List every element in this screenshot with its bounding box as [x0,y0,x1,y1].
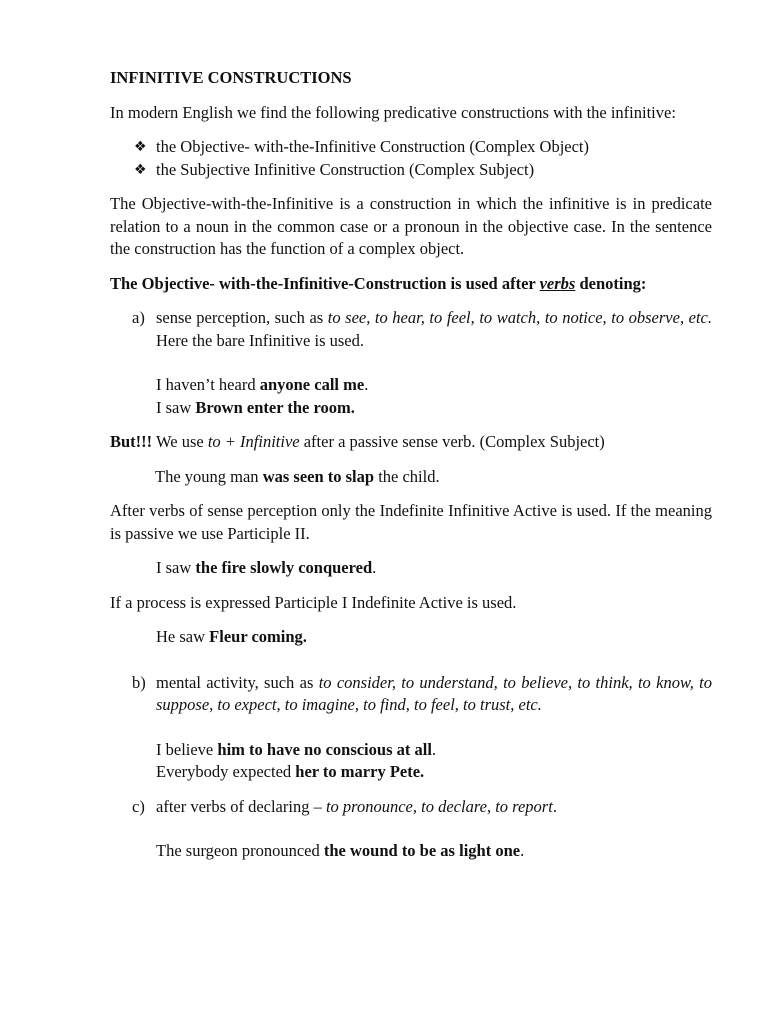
item-italic: to see, to hear, to feel, to watch, to notice, to observe, etc. [327,308,712,327]
item-text: sense perception, such as [156,308,328,327]
example-c [110,840,712,863]
diamond-bullet-icon: ❖ [134,139,147,155]
participle-note: After verbs of sense perception only the Indefinite Infinitive Active is used. If the meaning is passive we use Participle II. [110,501,712,543]
definition-paragraph: The Objective-with-the-Infinitive is a construction in which the infinitive is in predicate relation to a noun in the common case or a pronoun in the objective case. In the sentence the construction has the function of a complex object. [110,194,712,258]
item-text: after verbs of declaring – [156,796,326,816]
item-italic: to consider, to understand, to believe, to think, to know, to suppose, to expect, to imagine, to find, to feel, to trust, etc. [156,672,712,714]
list-item-text: the Subjective Infinitive Construction (Complex Subject) [156,159,535,179]
diamond-bullet-icon: ❖ [134,161,147,178]
item-italic: to pronounce, to declare, to report [325,796,553,816]
examples-b [110,739,712,784]
item-c [110,796,712,819]
but-note: But!!! We use to + Infinitive after a passive sense verb. (Complex Subject) [110,432,605,451]
example-passive: The young man was seen to slap the child. [155,466,440,486]
heading-text-end: denoting: [575,273,647,293]
item-marker: c) [132,796,145,816]
item-marker: b) [132,672,146,692]
intro-paragraph: In modern English we find the following predicative constructions with the infinitive: [110,102,676,122]
item-marker: a) [132,308,145,327]
document-page [110,67,712,875]
example-line: I believe him to have no conscious at all. [156,739,437,759]
example-line: The surgeon pronounced the wound to be as light one. [156,841,525,860]
example-fleur: He saw Fleur coming. [156,627,307,646]
list-item [134,136,712,159]
usage-heading [110,273,712,296]
process-note: If a process is expressed Participle I Indefinite Active is used. [110,592,517,612]
item-text: mental activity, such as [156,672,319,692]
item-text-end: Here the bare Infinitive is used. [156,330,365,350]
list-item [134,159,712,182]
example-fire: I saw the fire slowly conquered. [156,558,377,577]
heading-text: The Objective- with-the-Infinitive-Construction is used after [110,273,540,293]
list-item-text: the Objective- with-the-Infinitive Construction (Complex Object) [156,137,590,156]
item-a [110,307,712,352]
example-line: I saw Brown enter the room. [156,397,355,417]
verbs-emphasis: verbs [539,273,576,293]
document-title: INFINITIVE CONSTRUCTIONS [110,68,352,87]
item-text-end: . [552,796,557,816]
item-b [110,672,712,717]
example-line: I haven’t heard anyone call me. [156,375,369,394]
example-line: Everybody expected her to marry Pete. [156,762,425,781]
construction-list [110,136,712,181]
examples-a [110,374,712,419]
